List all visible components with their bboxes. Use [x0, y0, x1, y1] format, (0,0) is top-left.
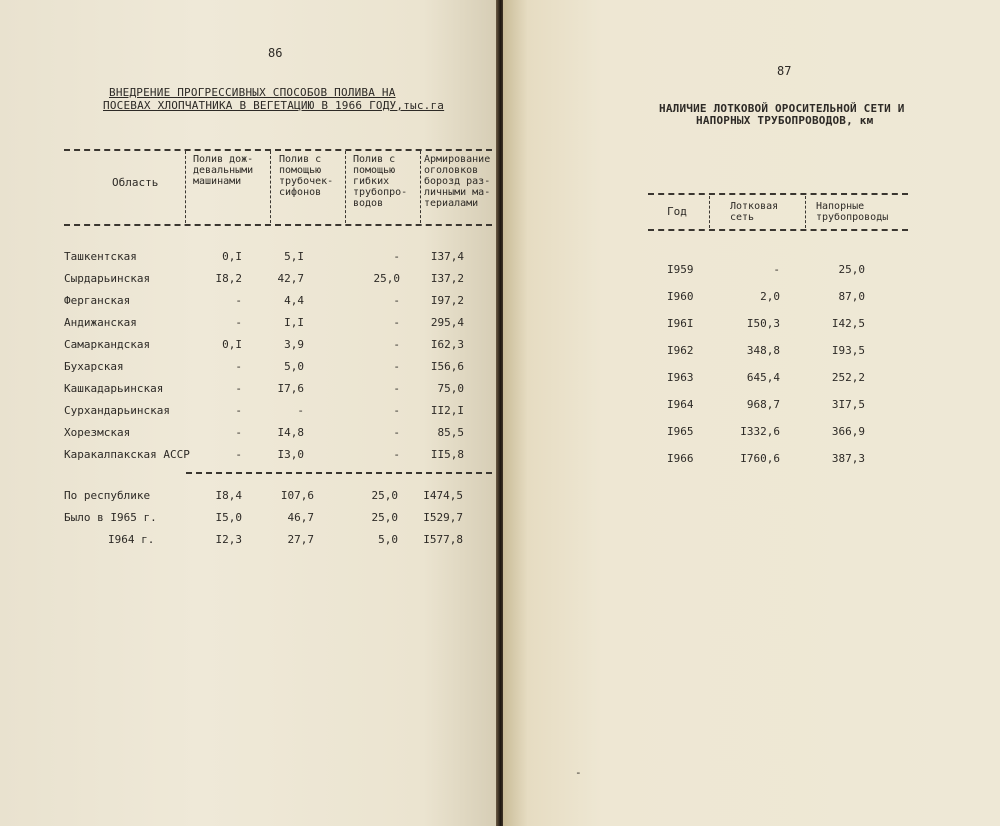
cell-pipeline: 87,0 — [838, 290, 865, 303]
cell-year: I962 — [667, 344, 694, 357]
cell-siphon: 42,7 — [277, 272, 304, 285]
cell-flume: 645,4 — [746, 371, 780, 384]
header-line: девальными — [193, 165, 254, 176]
header-line: борозд раз- — [424, 176, 491, 187]
table-title-line-2: НАПОРНЫХ ТРУБОПРОВОДОВ, км — [696, 114, 874, 127]
cell-flexible: 5,0 — [378, 533, 398, 546]
cell-sprinkler: - — [235, 316, 242, 329]
cell-sprinkler: - — [235, 294, 242, 307]
cell-sprinkler: - — [235, 448, 242, 461]
column-divider — [345, 151, 346, 223]
header-flexible-pipes — [353, 154, 407, 209]
cell-region: Хорезмская — [64, 426, 131, 439]
page-number: 87 — [777, 64, 792, 78]
cell-flume: I50,3 — [746, 317, 780, 330]
cell-siphon: I3,0 — [277, 448, 304, 461]
cell-flexible: - — [393, 316, 400, 329]
header-line: Напорные — [816, 201, 865, 212]
header-line: Армирование — [424, 154, 491, 165]
cell-year: I960 — [667, 290, 694, 303]
cell-region: Сырдарьинская — [64, 272, 151, 285]
cell-reinforcement: I37,4 — [430, 250, 464, 263]
cell-flume: 348,8 — [746, 344, 780, 357]
cell-reinforcement: II5,8 — [430, 448, 464, 461]
cell-year: I963 — [667, 371, 694, 384]
cell-region: Сурхандарьинская — [64, 404, 170, 417]
header-line: Лотковая — [730, 201, 779, 212]
cell-flume: - — [773, 263, 780, 276]
cell-siphon: - — [297, 404, 304, 417]
cell-region: Андижанская — [64, 316, 137, 329]
column-divider — [185, 151, 186, 223]
cell-pipeline: 387,3 — [831, 452, 865, 465]
cell-flume: 2,0 — [760, 290, 780, 303]
header-line: Полив с — [353, 154, 396, 165]
cell-flume: 968,7 — [746, 398, 780, 411]
cell-flexible: - — [393, 360, 400, 373]
cell-flexible: - — [393, 426, 400, 439]
cell-flexible: 25,0 — [371, 511, 398, 524]
header-line: машинами — [193, 176, 242, 187]
totals-rule — [186, 472, 492, 474]
cell-sprinkler: I8,2 — [215, 272, 242, 285]
cell-region: Ташкентская — [64, 250, 137, 263]
page-number: 86 — [268, 46, 283, 60]
cell-region: Самаркандская — [64, 338, 151, 351]
cell-flexible: 25,0 — [373, 272, 400, 285]
cell-reinforcement: I56,6 — [430, 360, 464, 373]
cell-siphon: 27,7 — [287, 533, 314, 546]
table-top-rule — [64, 149, 492, 151]
cell-reinforcement: I529,7 — [423, 511, 463, 524]
cell-region: Ферганская — [64, 294, 131, 307]
header-bottom-rule — [64, 224, 492, 226]
cell-flume: I760,6 — [740, 452, 780, 465]
header-region: Область — [112, 176, 159, 189]
cell-sprinkler: I2,3 — [215, 533, 242, 546]
cell-sprinkler: - — [235, 404, 242, 417]
cell-reinforcement: 295,4 — [430, 316, 464, 329]
cell-sprinkler: 0,I — [222, 250, 242, 263]
cell-pipeline: 25,0 — [838, 263, 865, 276]
cell-label: I964 г. — [108, 533, 155, 546]
table-title-line-2: ПОСЕВАХ ХЛОПЧАТНИКА В ВЕГЕТАЦИЮ В 1966 ГОДУ,тыс.га — [103, 99, 445, 112]
header-pressure-pipelines — [816, 201, 888, 223]
table-title-line-1: ВНЕДРЕНИЕ ПРОГРЕССИВНЫХ СПОСОБОВ ПОЛИВА НА — [109, 86, 396, 99]
left-page — [0, 0, 498, 826]
cell-label: Было в I965 г. — [64, 511, 157, 524]
header-line: личными ма- — [424, 187, 491, 198]
cell-pipeline: 366,9 — [831, 425, 865, 438]
column-divider — [709, 196, 710, 228]
cell-siphon: 5,I — [284, 250, 304, 263]
header-siphon — [279, 154, 333, 198]
cell-label: По республике — [64, 489, 151, 502]
header-flume-network — [730, 201, 778, 223]
cell-reinforcement: II2,I — [430, 404, 464, 417]
cell-reinforcement: I97,2 — [430, 294, 464, 307]
cell-siphon: 46,7 — [287, 511, 314, 524]
cell-siphon: I4,8 — [277, 426, 304, 439]
cell-siphon: I,I — [284, 316, 304, 329]
cell-sprinkler: - — [235, 426, 242, 439]
cell-flexible: - — [393, 404, 400, 417]
cell-year: I964 — [667, 398, 694, 411]
cell-siphon: I07,6 — [280, 489, 314, 502]
header-line: трубочек- — [279, 176, 334, 187]
header-line: оголовков — [424, 165, 479, 176]
cell-pipeline: 3I7,5 — [831, 398, 865, 411]
right-page — [503, 0, 1000, 826]
header-furrow-reinforcement — [424, 154, 490, 209]
cell-year: I96I — [667, 317, 694, 330]
cell-reinforcement: I62,3 — [430, 338, 464, 351]
header-line: сеть — [730, 212, 755, 223]
cell-sprinkler: I8,4 — [215, 489, 242, 502]
cell-siphon: 3,9 — [284, 338, 304, 351]
cell-flexible: - — [393, 338, 400, 351]
cell-flexible: 25,0 — [371, 489, 398, 502]
cell-sprinkler: 0,I — [222, 338, 242, 351]
header-year: Год — [667, 205, 687, 218]
cell-siphon: 4,4 — [284, 294, 304, 307]
header-line: Полив с — [279, 154, 322, 165]
cell-siphon: 5,0 — [284, 360, 304, 373]
cell-year: I966 — [667, 452, 694, 465]
cell-region: Каракалпакская АССР — [64, 448, 190, 461]
column-divider — [270, 151, 271, 223]
header-line: гибких — [353, 176, 390, 187]
cell-reinforcement: I577,8 — [423, 533, 463, 546]
cell-year: I959 — [667, 263, 694, 276]
cell-reinforcement: 75,0 — [437, 382, 464, 395]
cell-year: I965 — [667, 425, 694, 438]
cell-sprinkler: - — [235, 382, 242, 395]
cell-siphon: I7,6 — [277, 382, 304, 395]
table-title-line-1: НАЛИЧИЕ ЛОТКОВОЙ ОРОСИТЕЛЬНОЙ СЕТИ И — [659, 102, 905, 115]
cell-flexible: - — [393, 448, 400, 461]
header-line: трубопроводы — [816, 212, 889, 223]
cell-flexible: - — [393, 382, 400, 395]
cell-flexible: - — [393, 294, 400, 307]
cell-reinforcement: I474,5 — [423, 489, 463, 502]
table-top-rule — [648, 193, 908, 195]
cell-region: Кашкадарьинская — [64, 382, 164, 395]
header-line: териалами — [424, 198, 479, 209]
header-sprinkler — [193, 154, 253, 187]
header-line: водов — [353, 198, 384, 209]
header-line: помощью — [279, 165, 322, 176]
header-line: сифонов — [279, 187, 322, 198]
cell-region: Бухарская — [64, 360, 124, 373]
column-divider — [805, 196, 806, 228]
header-line: трубопро- — [353, 187, 408, 198]
cell-reinforcement: 85,5 — [437, 426, 464, 439]
cell-flexible: - — [393, 250, 400, 263]
cell-pipeline: 252,2 — [831, 371, 865, 384]
cell-flume: I332,6 — [740, 425, 780, 438]
column-divider — [420, 151, 421, 223]
cell-pipeline: I42,5 — [831, 317, 865, 330]
cell-sprinkler: - — [235, 360, 242, 373]
cell-sprinkler: I5,0 — [215, 511, 242, 524]
header-line: помощью — [353, 165, 396, 176]
header-line: Полив дож- — [193, 154, 254, 165]
cell-reinforcement: I37,2 — [430, 272, 464, 285]
stray-mark: - — [575, 766, 582, 779]
cell-pipeline: I93,5 — [831, 344, 865, 357]
header-bottom-rule — [648, 229, 908, 231]
